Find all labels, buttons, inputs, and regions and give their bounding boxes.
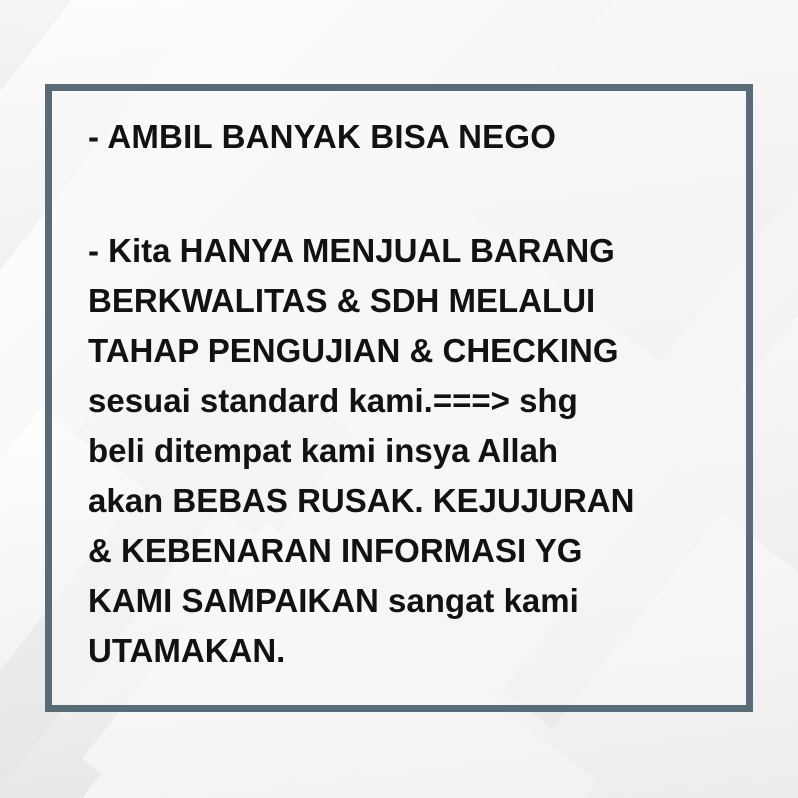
body-line: TAHAP PENGUJIAN & CHECKING bbox=[88, 332, 619, 369]
body-paragraph bbox=[88, 226, 714, 676]
body-line: KAMI SAMPAIKAN sangat kami bbox=[88, 582, 579, 619]
body-line: & KEBENARAN INFORMASI YG bbox=[88, 532, 583, 569]
body-line: BERKWALITAS & SDH MELALUI bbox=[88, 282, 596, 319]
body-line: UTAMAKAN. bbox=[88, 632, 286, 669]
body-line: sesuai standard kami.===> shg bbox=[88, 382, 578, 419]
headline-text: - AMBIL BANYAK BISA NEGO bbox=[88, 118, 557, 155]
poster-text-block bbox=[88, 118, 714, 676]
body-line: akan BEBAS RUSAK. KEJUJURAN bbox=[88, 482, 635, 519]
body-line: - Kita HANYA MENJUAL BARANG bbox=[88, 232, 615, 269]
body-line: beli ditempat kami insya Allah bbox=[88, 432, 559, 469]
